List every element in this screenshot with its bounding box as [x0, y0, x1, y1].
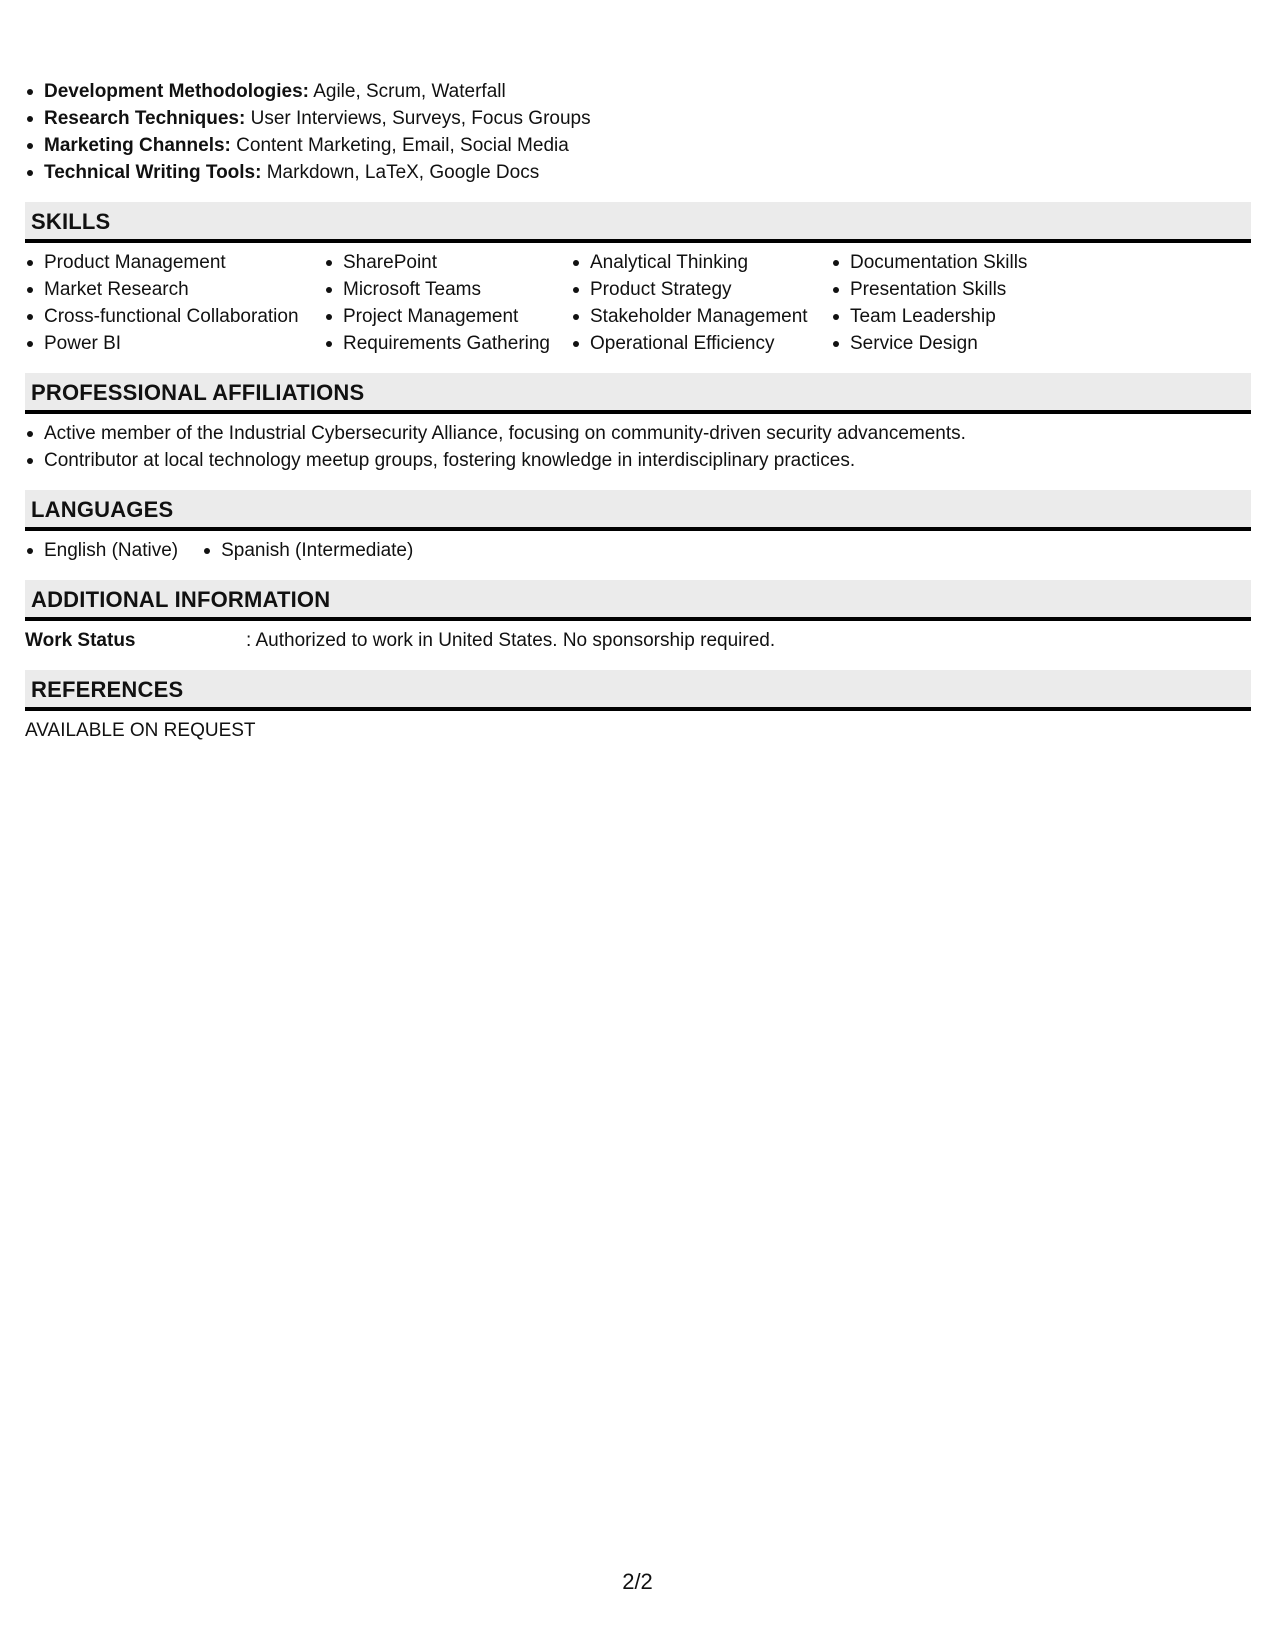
item-value: Markdown, LaTeX, Google Docs	[261, 162, 540, 183]
list-item: Cross-functional Collaboration	[25, 303, 324, 330]
list-item: Service Design	[831, 330, 1131, 357]
affiliations-list	[25, 420, 1251, 474]
list-item: Active member of the Industrial Cybersecurity Alliance, focusing on community-driven security advancements.	[25, 420, 1251, 447]
item-value: Content Marketing, Email, Social Media	[230, 135, 569, 156]
item-label: Research Techniques:	[44, 108, 246, 129]
list-item	[25, 159, 1251, 186]
section-title: SKILLS	[31, 209, 111, 234]
skills-section-header	[25, 202, 1251, 243]
work-status-row	[25, 627, 1251, 654]
affiliations-section-header	[25, 373, 1251, 414]
page-number: 2/2	[622, 1569, 653, 1594]
list-item: Team Leadership	[831, 303, 1131, 330]
list-item: Product Strategy	[571, 276, 831, 303]
section-title: ADDITIONAL INFORMATION	[31, 587, 331, 612]
item-value: Agile, Scrum, Waterfall	[308, 81, 506, 102]
section-title: PROFESSIONAL AFFILIATIONS	[31, 380, 365, 405]
section-title: REFERENCES	[31, 677, 184, 702]
item-value: User Interviews, Surveys, Focus Groups	[245, 108, 591, 129]
languages-list	[25, 537, 1251, 564]
references-text: AVAILABLE ON REQUEST	[25, 720, 256, 741]
list-item: Documentation Skills	[831, 249, 1131, 276]
work-status-value: : Authorized to work in United States. No sponsorship required.	[246, 630, 776, 651]
section-title: LANGUAGES	[31, 497, 174, 522]
resume-page	[25, 78, 1251, 744]
list-item: Contributor at local technology meetup groups, fostering knowledge in interdisciplinary practices.	[25, 447, 1251, 474]
list-item: Stakeholder Management	[571, 303, 831, 330]
list-item: English (Native)	[25, 537, 178, 564]
languages-section-header	[25, 490, 1251, 531]
list-item	[25, 78, 1251, 105]
item-label: Technical Writing Tools:	[44, 162, 262, 183]
list-item	[25, 105, 1251, 132]
list-item: Presentation Skills	[831, 276, 1131, 303]
work-status-label: Work Status	[25, 630, 136, 651]
skills-list	[25, 249, 1251, 357]
tools-list	[25, 78, 1251, 186]
list-item: Requirements Gathering	[324, 330, 571, 357]
list-item: Spanish (Intermediate)	[202, 537, 413, 564]
additional-info-section-header	[25, 580, 1251, 621]
list-item: Product Management	[25, 249, 324, 276]
list-item: Operational Efficiency	[571, 330, 831, 357]
list-item: SharePoint	[324, 249, 571, 276]
references-section-header	[25, 670, 1251, 711]
item-label: Development Methodologies:	[44, 81, 309, 102]
item-label: Marketing Channels:	[44, 135, 231, 156]
list-item	[25, 132, 1251, 159]
list-item: Analytical Thinking	[571, 249, 831, 276]
list-item: Power BI	[25, 330, 324, 357]
list-item: Microsoft Teams	[324, 276, 571, 303]
list-item: Market Research	[25, 276, 324, 303]
list-item: Project Management	[324, 303, 571, 330]
